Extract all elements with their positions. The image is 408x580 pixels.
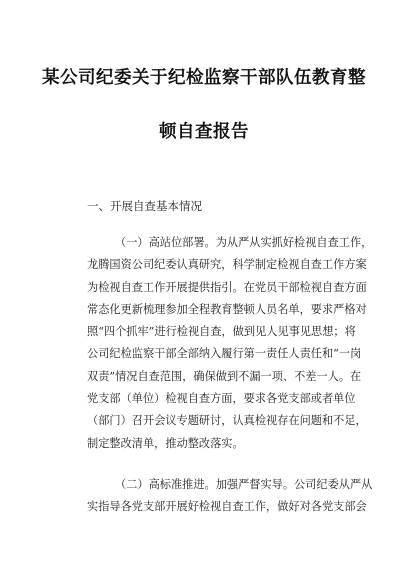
paragraph-line: 公司纪检监察干部全部纳入履行第一责任人责任和“一岗 <box>87 347 362 361</box>
section-heading: 一、开展自查基本情况 <box>87 199 202 213</box>
paragraph-line: 双责”情况自查范围，确保做到不漏一项、不差一人。在 <box>87 369 362 383</box>
paragraph-2 <box>87 474 373 519</box>
paragraph-1 <box>87 232 373 455</box>
document-title-line-1: 某公司纪委关于纪检监察干部队伍教育整 <box>42 68 366 88</box>
paragraph-line: 实指导各党支部开展好检视自查工作，做好对各党支部会 <box>87 500 367 514</box>
paragraph-line: 龙腾国资公司纪委认真研究，科学制定检视自查工作方案 <box>87 258 367 272</box>
paragraph-line: （部门）召开会议专题研讨，认真检视存在问题和不足， <box>87 414 367 428</box>
paragraph-line: 常态化更新梳理参加全程教育整顿人员名单，要求严格对 <box>87 302 367 316</box>
paragraph-line: （二）高标准推进。加强严督实导。公司纪委从严从 <box>115 478 373 491</box>
document-title-line-2: 顿自查报告 <box>159 122 249 142</box>
paragraph-line: （一）高站位部署。为从严从实抓好检视自查工作， <box>115 236 373 249</box>
paragraph-line: 党支部（单位）检视自查方面，要求各党支部或者单位 <box>87 392 356 406</box>
paragraph-line: 照“四个抓牢”进行检视自查，做到见人见事见思想；将 <box>87 325 356 339</box>
paragraph-line: 制定整改清单，推动整改落实。 <box>87 436 244 450</box>
paragraph-line: 为检视自查工作开展提供指引。在党员干部检视自查方面 <box>87 280 367 294</box>
